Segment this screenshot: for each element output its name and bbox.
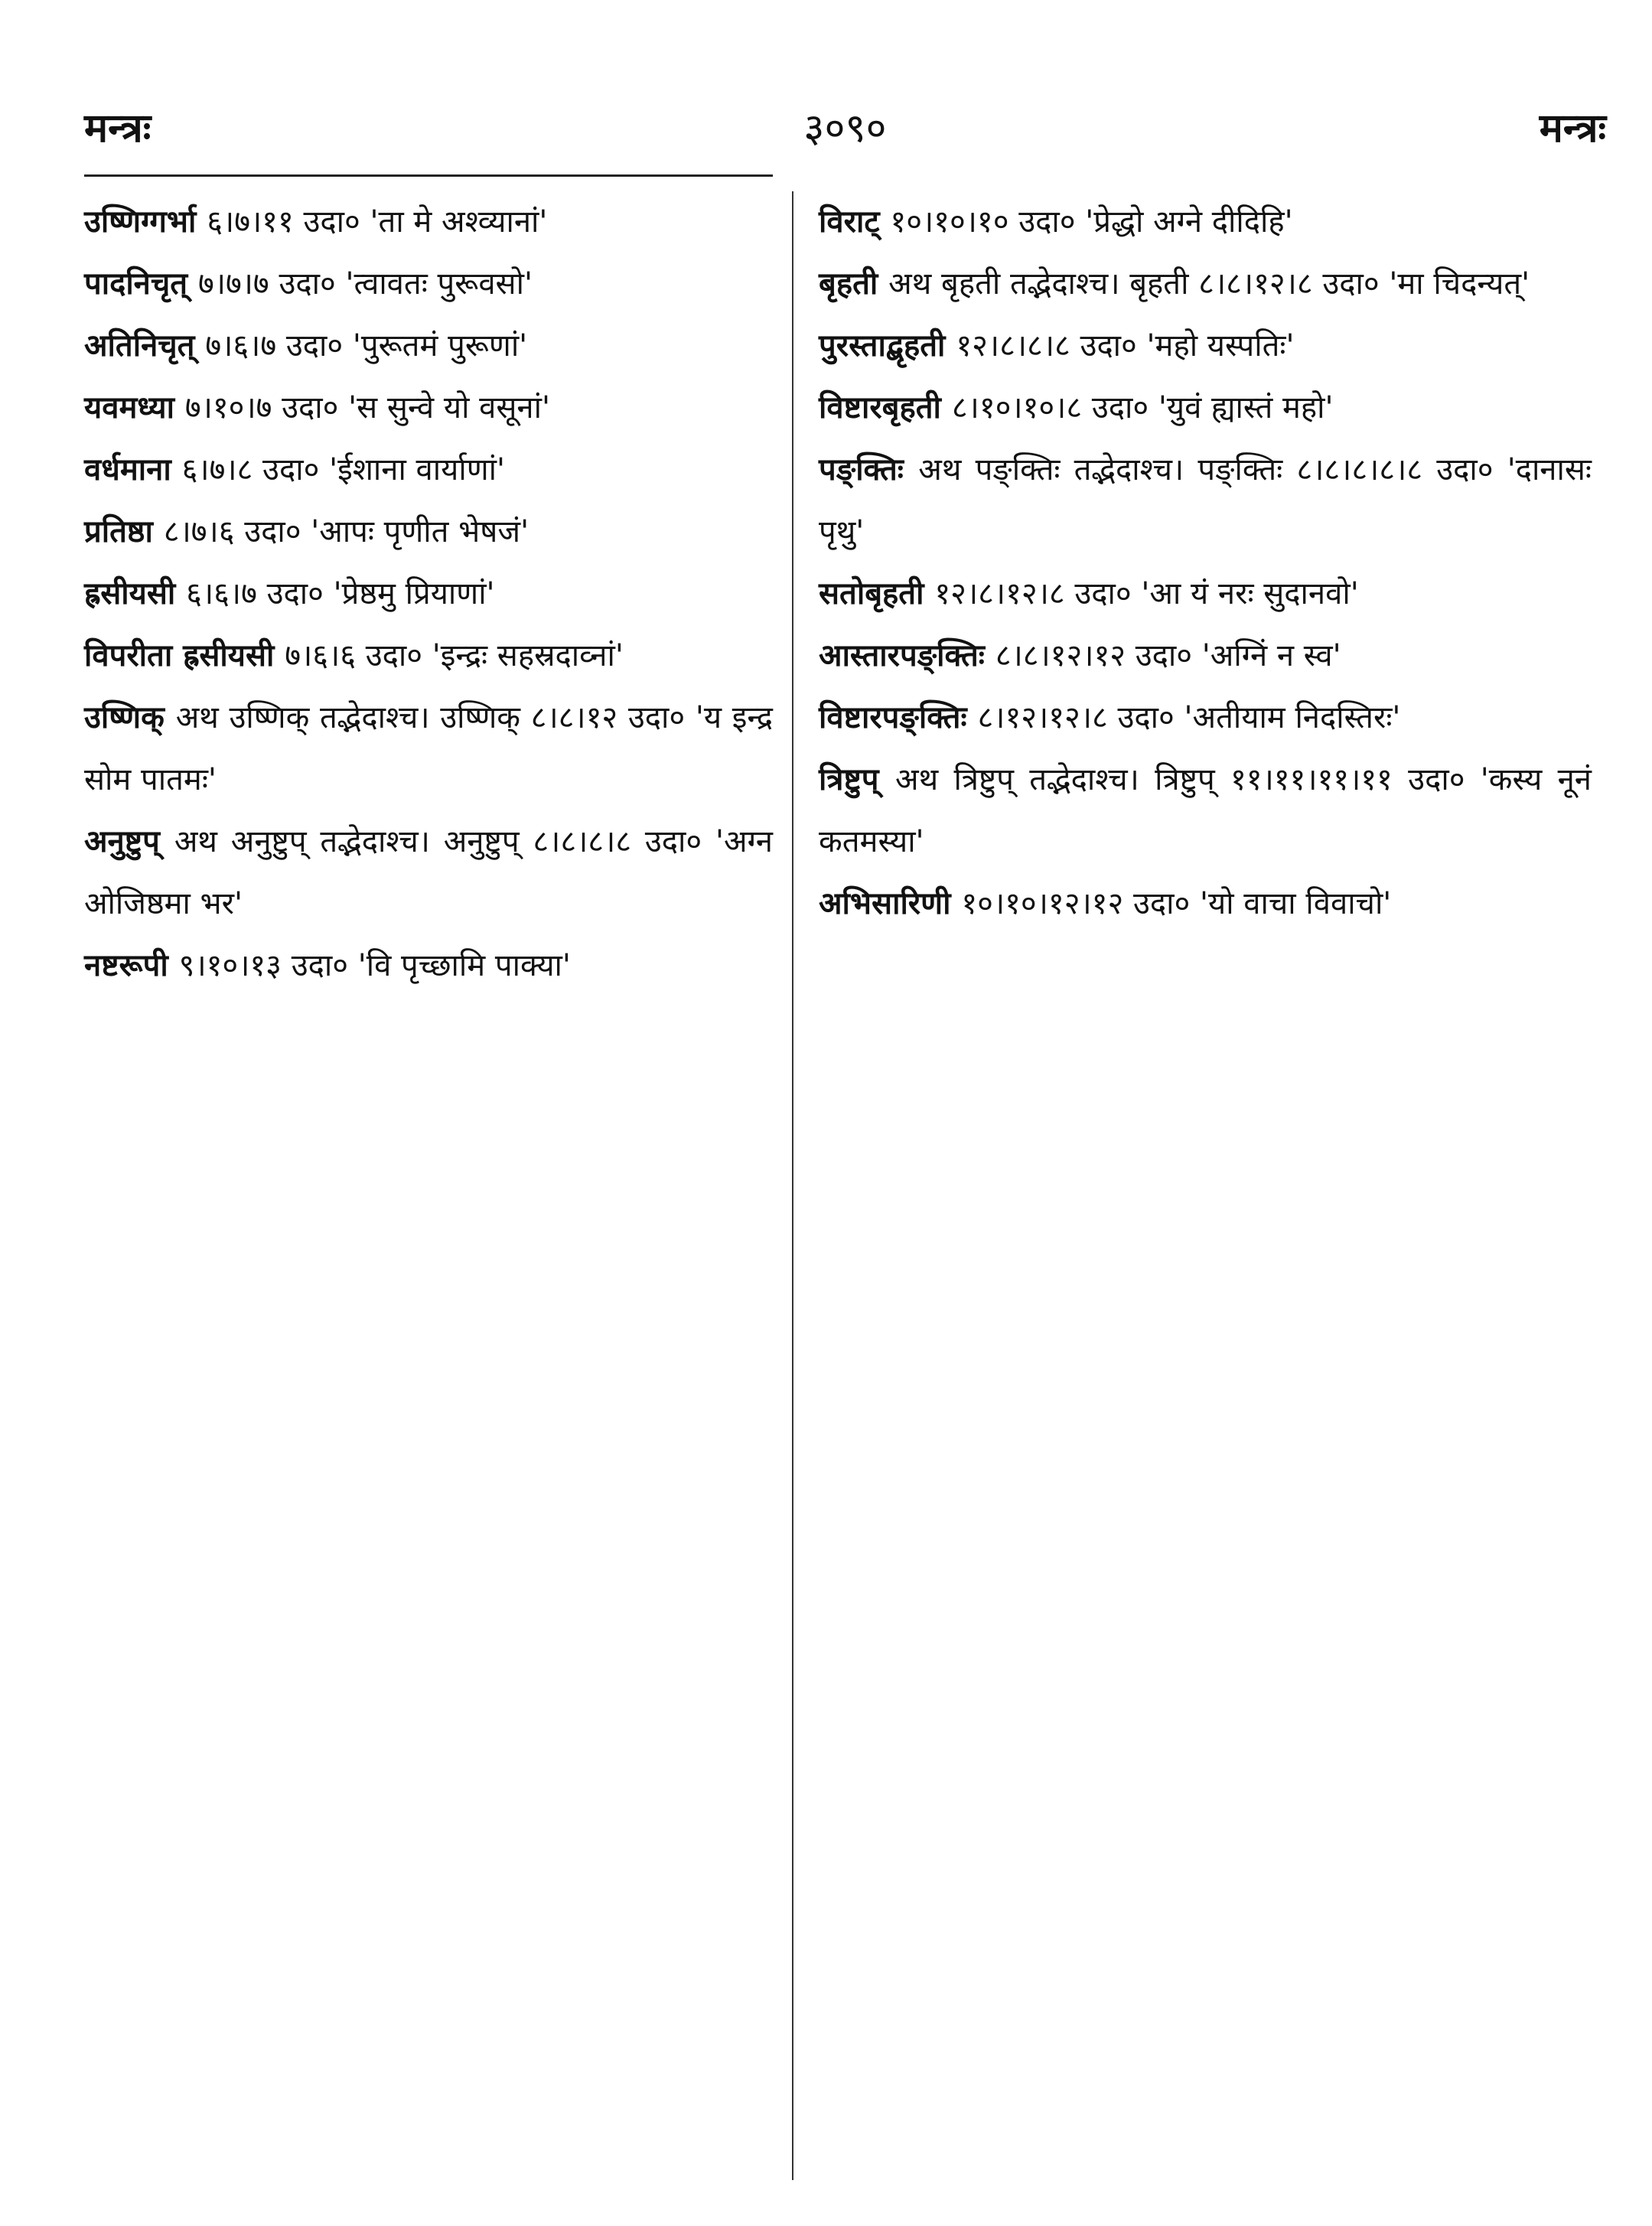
running-header — [84, 99, 1606, 161]
entry-text: ७।७।७ उदा० 'त्वावतः पुरूवसो' — [198, 266, 533, 301]
dictionary-entry — [84, 811, 773, 935]
dictionary-entry — [84, 377, 773, 439]
entry-headword: पादनिचृत् — [84, 266, 199, 301]
entry-text: ९।१०।१३ उदा० 'वि पृच्छामि पाक्या' — [178, 948, 571, 983]
left-column — [84, 191, 773, 2180]
dictionary-entry — [819, 873, 1592, 935]
entry-headword: उष्णिग्गर्भा — [84, 204, 207, 240]
dictionary-entry — [84, 315, 773, 377]
entry-headword: पङ्क्तिः — [819, 452, 919, 487]
dictionary-entry — [819, 439, 1592, 563]
dictionary-entry — [84, 625, 773, 687]
entry-headword: विराट् — [819, 204, 891, 240]
entry-text: ८।१२।१२।८ उदा० 'अतीयाम निदस्तिरः' — [977, 700, 1401, 735]
page-number: ३०९० — [803, 106, 887, 152]
header-right-title: मन्त्रः — [1539, 106, 1606, 152]
entry-text: ८।१०।१०।८ उदा० 'युवं ह्यास्तं महो' — [951, 390, 1334, 425]
entry-headword: त्रिष्टुप् — [819, 762, 896, 797]
dictionary-entry — [84, 253, 773, 315]
entry-text: अथ अनुष्टुप् तद्भेदाश्च। अनुष्टुप् ८।८।८।८ उदा० 'अग्न ओजिष्ठमा भर' — [84, 824, 773, 921]
entry-headword: आस्तारपङ्क्तिः — [819, 638, 995, 673]
entry-headword: वर्धमाना — [84, 452, 182, 487]
entry-headword: पुरस्ताद्बृहती — [819, 328, 956, 363]
dictionary-entry — [819, 749, 1592, 873]
entry-headword: विष्टारपङ्क्तिः — [819, 700, 978, 735]
entry-text: ८।८।१२।१२ उदा० 'अग्निं न स्व' — [995, 638, 1341, 673]
entry-text: ७।६।७ उदा० 'पुरूतमं पुरूणां' — [205, 328, 528, 363]
entry-headword: विष्टारबृहती — [819, 390, 952, 425]
entry-headword: यवमध्या — [84, 390, 185, 425]
dictionary-entry — [84, 191, 773, 253]
entry-text: अथ पङ्क्तिः तद्भेदाश्च। पङ्क्तिः ८।८।८।८।८ उदा० 'दानासः पृथु' — [819, 452, 1592, 549]
dictionary-entry — [819, 563, 1592, 625]
entry-text: १०।१०।१२।१२ उदा० 'यो वाचा विवाचो' — [961, 886, 1392, 921]
entry-text: १२।८।८।८ उदा० 'महो यस्पतिः' — [956, 328, 1295, 363]
header-left-title: मन्त्रः — [84, 106, 152, 152]
entry-text: अथ बृहती तद्भेदाश्च। बृहती ८।८।१२।८ उदा० 'मा चिदन्यत्' — [888, 266, 1530, 301]
entry-text: ७।६।६ उदा० 'इन्द्रः सहस्रदाव्नां' — [285, 638, 624, 673]
dictionary-entry — [84, 563, 773, 625]
dictionary-entry — [819, 377, 1592, 439]
entry-text: ६।६।७ उदा० 'प्रेष्ठमु प्रियाणां' — [186, 576, 495, 611]
entry-headword: अनुष्टुप् — [84, 824, 174, 859]
header-rule — [84, 174, 773, 177]
entry-text: १०।१०।१० उदा० 'प्रेद्धो अग्ने दीदिहि' — [890, 204, 1293, 240]
entry-text: अथ त्रिष्टुप् तद्भेदाश्च। त्रिष्टुप् ११।११।११।११ उदा० 'कस्य नूनं कतमस्या' — [819, 762, 1592, 859]
dictionary-entry — [84, 935, 773, 997]
dictionary-entry — [819, 253, 1592, 315]
entry-text: ६।७।११ उदा० 'ता मे अश्व्यानां' — [207, 204, 548, 240]
entry-text: अथ उष्णिक् तद्भेदाश्च। उष्णिक् ८।८।१२ उदा० 'य इन्द्र सोम पातमः' — [84, 700, 773, 797]
dictionary-entry — [819, 191, 1592, 253]
entry-text: ६।७।८ उदा० 'ईशाना वार्याणां' — [181, 452, 505, 487]
dictionary-entry — [84, 501, 773, 563]
entry-headword: ह्रसीयसी — [84, 576, 187, 611]
entry-headword: उष्णिक् — [84, 700, 176, 735]
dictionary-entry — [84, 439, 773, 501]
dictionary-entry — [84, 687, 773, 811]
entry-headword: अभिसारिणी — [819, 886, 962, 921]
entry-headword: नष्टरूपी — [84, 948, 179, 983]
entry-headword: सतोबृहती — [819, 576, 935, 611]
entry-text: ८।७।६ उदा० 'आपः पृणीत भेषजं' — [163, 514, 529, 549]
right-column — [819, 191, 1592, 2180]
entry-headword: अतिनिचृत् — [84, 328, 206, 363]
dictionary-entry — [819, 315, 1592, 377]
column-divider — [792, 191, 793, 2180]
entry-headword: प्रतिष्ठा — [84, 514, 164, 549]
entry-headword: विपरीता ह्रसीयसी — [84, 638, 285, 673]
entry-headword: बृहती — [819, 266, 889, 301]
entry-text: ७।१०।७ उदा० 'स सुन्वे यो वसूनां' — [184, 390, 550, 425]
dictionary-entry — [819, 625, 1592, 687]
entry-text: १२।८।१२।८ उदा० 'आ यं नरः सुदानवो' — [934, 576, 1359, 611]
dictionary-entry — [819, 687, 1592, 749]
